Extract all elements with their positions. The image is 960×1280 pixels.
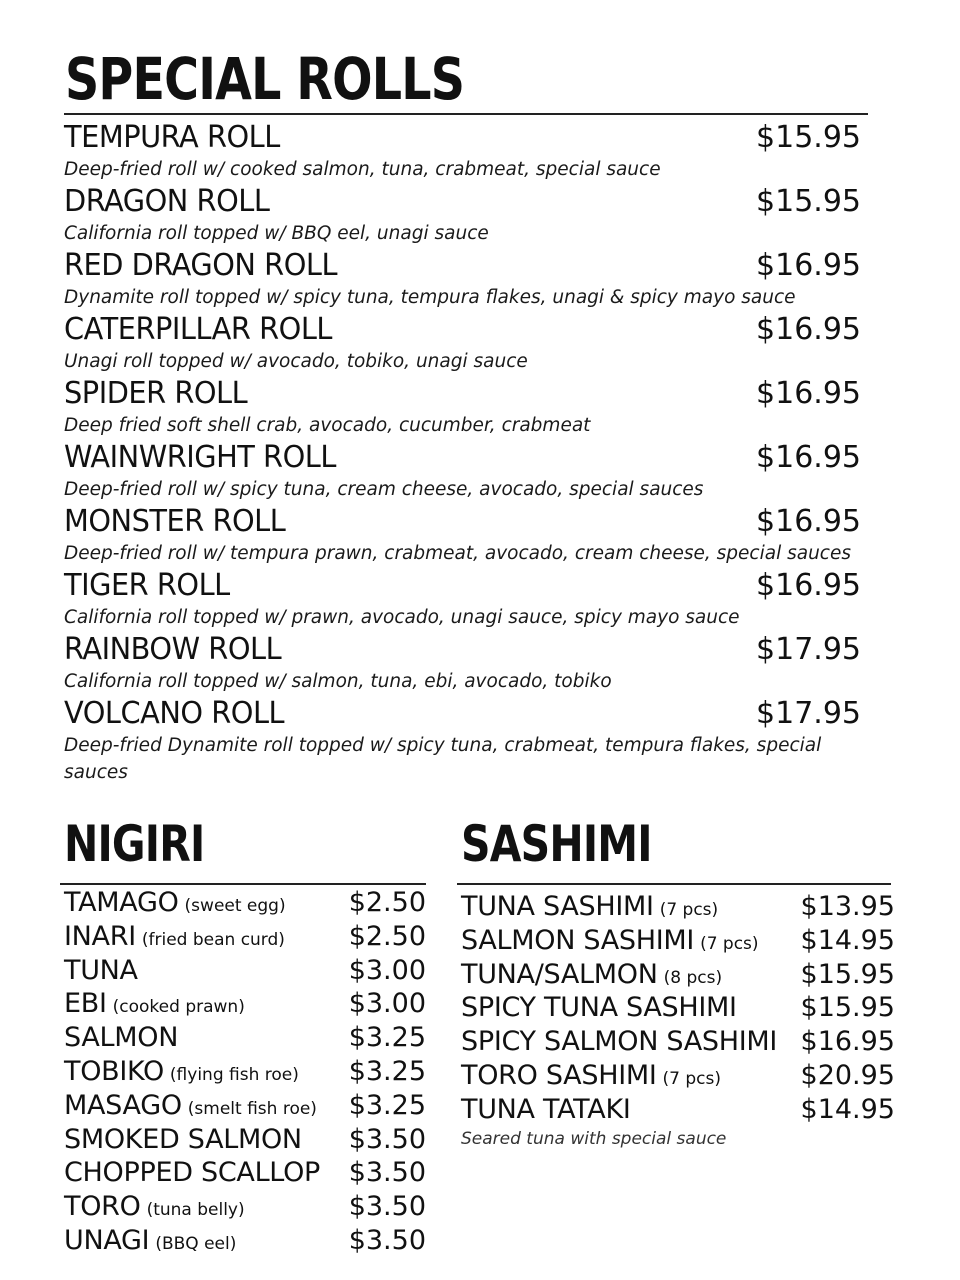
- sashimi-item-salmon-sashimi: [461, 924, 895, 958]
- item-name: TORO SASHIMI (7 pcs): [461, 1059, 721, 1091]
- item-note: (7 pcs): [700, 933, 759, 954]
- nigiri-item-tobiko: [64, 1055, 426, 1089]
- item-price: $14.95: [800, 924, 895, 956]
- nigiri-item-chopped-scallop: [64, 1156, 426, 1190]
- nigiri-divider: [60, 883, 426, 885]
- menu-item-rainbow-roll: [64, 629, 864, 693]
- item-description: Deep-fried roll w/ cooked salmon, tuna, crabmeat, special sauce: [64, 159, 661, 180]
- nigiri-item-tamago: [64, 886, 426, 920]
- item-name: EBI (cooked prawn): [64, 988, 245, 1020]
- item-name: TIGER ROLL: [64, 568, 230, 603]
- sashimi-heading: SASHIMI: [461, 815, 652, 873]
- menu-item-monster-roll: [64, 501, 864, 565]
- sashimi-item-toro-sashimi: [461, 1059, 895, 1093]
- item-description: California roll topped w/ prawn, avocado, unagi sauce, spicy mayo sauce: [64, 607, 740, 628]
- nigiri-item-ebi: [64, 987, 426, 1021]
- item-note: (7 pcs): [659, 900, 719, 920]
- item-description: Deep-fried Dynamite roll topped w/ spicy tuna, crabmeat, tempura flakes, special sauces: [64, 735, 822, 783]
- item-name: CATERPILLAR ROLL: [64, 312, 332, 347]
- item-price: $16.95: [756, 504, 861, 539]
- item-note: (tuna belly): [146, 1200, 245, 1221]
- item-name: MASAGO (smelt fish roe): [64, 1089, 317, 1121]
- special-rolls-list: [64, 117, 864, 786]
- item-price: $16.95: [756, 248, 861, 283]
- item-name: SPICY TUNA SASHIMI: [461, 992, 737, 1024]
- item-price: $17.95: [756, 696, 861, 731]
- item-price: $3.50: [348, 1224, 426, 1256]
- nigiri-heading: NIGIRI: [64, 815, 205, 873]
- menu-item-tiger-roll: [64, 565, 864, 629]
- item-price: $14.95: [800, 1093, 895, 1125]
- item-price: $15.95: [800, 958, 895, 990]
- sashimi-item-tuna-sashimi: [461, 890, 895, 924]
- item-price: $15.95: [800, 992, 895, 1024]
- item-price: $16.95: [800, 1026, 895, 1058]
- item-name: UNAGI (BBQ eel): [64, 1224, 237, 1256]
- item-description: California roll topped w/ BBQ eel, unagi sauce: [64, 223, 489, 244]
- item-price: $2.50: [348, 887, 426, 918]
- item-name: TUNA TATAKI: [461, 1093, 631, 1125]
- item-name: SPIDER ROLL: [64, 376, 248, 411]
- nigiri-item-toro: [64, 1190, 426, 1224]
- item-note: (fried bean curd): [141, 929, 285, 950]
- item-name: WAINWRIGHT ROLL: [64, 440, 336, 475]
- item-price: $16.95: [756, 568, 861, 603]
- item-note: (7 pcs): [662, 1068, 721, 1089]
- item-note: (cooked prawn): [112, 997, 245, 1018]
- item-name: TEMPURA ROLL: [64, 120, 280, 155]
- item-price: $15.95: [756, 184, 861, 219]
- item-price: $3.25: [348, 1055, 426, 1087]
- item-description: Dynamite roll topped w/ spicy tuna, tempura flakes, unagi & spicy mayo sauce: [64, 287, 796, 308]
- item-price: $16.95: [756, 312, 861, 347]
- sashimi-item-spicy-salmon-sashimi: [461, 1025, 895, 1059]
- menu-item-wainwright-roll: [64, 437, 864, 501]
- item-description: Deep-fried roll w/ spicy tuna, cream cheese, avocado, special sauces: [64, 479, 704, 500]
- item-note: (sweet egg): [184, 896, 286, 916]
- menu-item-volcano-roll: [64, 693, 864, 786]
- item-note: (smelt fish roe): [187, 1098, 317, 1119]
- item-description: Unagi roll topped w/ avocado, tobiko, unagi sauce: [64, 351, 528, 372]
- item-name: DRAGON ROLL: [64, 184, 270, 219]
- special-rolls-divider: [64, 113, 868, 115]
- item-name: TUNA SASHIMI (7 pcs): [461, 891, 719, 922]
- item-name: RAINBOW ROLL: [64, 632, 282, 667]
- item-price: $16.95: [756, 440, 861, 475]
- sashimi-item-spicy-tuna-sashimi: [461, 991, 895, 1025]
- nigiri-item-smoked-salmon: [64, 1123, 426, 1157]
- nigiri-item-inari: [64, 920, 426, 954]
- item-price: $3.50: [348, 1157, 426, 1189]
- item-price: $3.00: [348, 988, 426, 1020]
- item-price: $15.95: [756, 120, 861, 155]
- item-price: $3.25: [348, 1022, 426, 1054]
- item-price: $3.50: [348, 1123, 426, 1155]
- menu-item-spider-roll: [64, 373, 864, 437]
- item-description: Deep fried soft shell crab, avocado, cucumber, crabmeat: [64, 415, 591, 436]
- nigiri-item-unagi: [64, 1224, 426, 1258]
- item-price: $3.25: [348, 1089, 426, 1121]
- item-name: SALMON SASHIMI (7 pcs): [461, 924, 759, 956]
- item-name: SMOKED SALMON: [64, 1123, 302, 1155]
- item-price: $2.50: [348, 920, 426, 952]
- item-name: CHOPPED SCALLOP: [64, 1157, 321, 1189]
- item-name: TOBIKO (flying fish roe): [64, 1055, 299, 1087]
- item-name: TUNA: [64, 954, 138, 986]
- sashimi-item-tuna-salmon: [461, 958, 895, 992]
- item-note: (flying fish roe): [169, 1064, 299, 1085]
- nigiri-item-tuna: [64, 954, 426, 988]
- item-name: TORO (tuna belly): [64, 1191, 245, 1223]
- item-name: VOLCANO ROLL: [64, 696, 285, 731]
- nigiri-item-salmon: [64, 1021, 426, 1055]
- item-note: (8 pcs): [663, 967, 723, 988]
- item-price: $17.95: [756, 632, 861, 667]
- menu-item-red-dragon-roll: [64, 245, 864, 309]
- item-price: $3.50: [348, 1191, 426, 1223]
- item-name: TUNA/SALMON (8 pcs): [461, 958, 723, 990]
- menu-item-dragon-roll: [64, 181, 864, 245]
- item-name: SPICY SALMON SASHIMI: [461, 1026, 778, 1058]
- sashimi-item-tuna-tataki: [461, 1093, 895, 1127]
- item-name: MONSTER ROLL: [64, 504, 286, 539]
- item-name: RED DRAGON ROLL: [64, 248, 338, 283]
- sashimi-divider: [457, 883, 891, 885]
- item-price: $20.95: [800, 1059, 895, 1091]
- item-price: $3.00: [348, 954, 426, 986]
- item-price: $13.95: [800, 891, 895, 922]
- nigiri-list: [64, 886, 426, 1258]
- item-description: California roll topped w/ salmon, tuna, ebi, avocado, tobiko: [64, 671, 612, 692]
- item-description: Seared tuna with special sauce: [461, 1128, 727, 1149]
- special-rolls-heading: SPECIAL ROLLS: [65, 45, 465, 113]
- item-name: INARI (fried bean curd): [64, 920, 285, 952]
- item-note: (BBQ eel): [155, 1233, 237, 1254]
- item-price: $16.95: [756, 376, 861, 411]
- item-name: TAMAGO (sweet egg): [64, 887, 286, 918]
- nigiri-item-masago: [64, 1089, 426, 1123]
- item-description: Deep-fried roll w/ tempura prawn, crabmeat, avocado, cream cheese, special sauces: [64, 543, 851, 564]
- sashimi-list: [461, 890, 895, 1151]
- item-name: SALMON: [64, 1022, 179, 1054]
- menu-item-tempura-roll: [64, 117, 864, 181]
- menu-item-caterpillar-roll: [64, 309, 864, 373]
